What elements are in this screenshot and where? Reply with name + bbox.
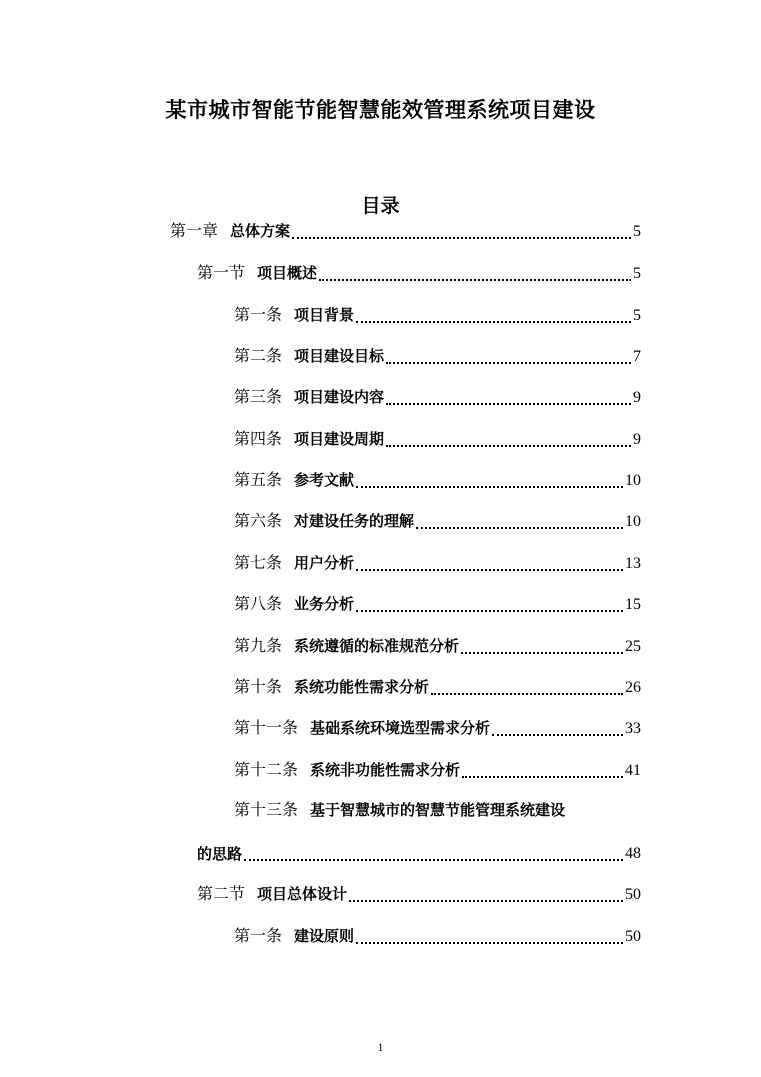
toc-dot-leader — [461, 651, 623, 654]
toc-entry-text: 业务分析 — [294, 595, 355, 613]
toc-dot-leader — [431, 692, 623, 695]
toc-entry-article-8[interactable] — [234, 593, 641, 615]
toc-entry-article-2[interactable] — [234, 345, 641, 367]
toc-entry-text: 项目建设内容 — [294, 388, 385, 406]
page-number: 1 — [377, 1040, 384, 1054]
toc-entry-number: 第十条 — [234, 679, 283, 696]
toc-entry-page: 50 — [625, 928, 641, 945]
toc-entry-number: 第二条 — [234, 348, 283, 365]
toc-entry-page: 48 — [625, 845, 641, 862]
toc-entry-article-9[interactable] — [234, 635, 641, 657]
toc-entry-chapter-1[interactable] — [170, 220, 641, 242]
toc-entry-page: 26 — [625, 679, 641, 696]
toc-entry-text: 用户分析 — [294, 554, 355, 572]
toc-dot-leader — [416, 526, 623, 529]
toc-dot-leader — [244, 858, 623, 861]
document-title: 某市城市智能节能智慧能效管理系统项目建设 — [165, 98, 596, 122]
toc-entry-number: 第四条 — [234, 431, 283, 448]
toc-entry-text: 参考文献 — [294, 471, 355, 489]
toc-entry-page: 5 — [633, 307, 641, 324]
toc-entry-article-12[interactable] — [234, 759, 641, 781]
toc-entry-number: 第七条 — [234, 555, 283, 572]
toc-dot-leader — [386, 444, 631, 447]
toc-dot-leader — [492, 733, 623, 736]
toc-entry-text: 总体方案 — [230, 222, 291, 240]
toc-heading: 目录 — [361, 195, 400, 217]
toc-entry-number: 第一节 — [197, 265, 246, 282]
toc-entry-number: 第十一条 — [234, 720, 299, 737]
toc-entry-page: 9 — [633, 431, 641, 448]
toc-entry-article-2-1[interactable] — [234, 925, 641, 947]
toc-entry-article-1[interactable] — [234, 304, 641, 326]
toc-entry-page: 15 — [625, 596, 641, 613]
toc-entry-text: 项目建设目标 — [294, 347, 385, 365]
toc-entry-article-3[interactable] — [234, 386, 641, 408]
toc-entry-article-4[interactable] — [234, 428, 641, 450]
toc-entry-number: 第九条 — [234, 638, 283, 655]
toc-entry-text: 项目建设周期 — [294, 430, 385, 448]
toc-entry-text-continued: 的思路 — [197, 845, 243, 863]
toc-entry-section-1[interactable] — [197, 262, 641, 284]
toc-entry-article-11[interactable] — [234, 717, 641, 739]
toc-entry-article-6[interactable] — [234, 510, 641, 532]
toc-dot-leader — [356, 941, 623, 944]
toc-entry-text: 对建设任务的理解 — [294, 512, 415, 530]
toc-entry-text: 系统遵循的标准规范分析 — [294, 637, 460, 655]
toc-entry-text: 建设原则 — [294, 927, 355, 945]
toc-entry-page: 33 — [625, 720, 641, 737]
toc-entry-page: 7 — [633, 348, 641, 365]
toc-entry-section-2[interactable] — [197, 883, 641, 905]
toc-entry-number: 第二节 — [197, 886, 246, 903]
toc-dot-leader — [356, 485, 623, 488]
toc-dot-leader — [292, 236, 631, 239]
toc-dot-leader — [386, 361, 631, 364]
toc-entry-text: 基础系统环境选型需求分析 — [310, 719, 491, 737]
toc-dot-leader — [349, 899, 623, 902]
toc-entry-text: 项目概述 — [257, 264, 318, 282]
toc-entry-article-10[interactable] — [234, 676, 641, 698]
toc-entry-page: 5 — [633, 223, 641, 240]
toc-dot-leader — [356, 320, 631, 323]
toc-entry-article-13-continued[interactable] — [197, 842, 641, 864]
toc-dot-leader — [462, 775, 623, 778]
toc-entry-number: 第十三条 — [234, 802, 299, 819]
toc-entry-article-5[interactable] — [234, 469, 641, 491]
toc-dot-leader — [386, 402, 631, 405]
toc-entry-page: 41 — [625, 762, 641, 779]
toc-entry-text: 系统功能性需求分析 — [294, 678, 430, 696]
toc-entry-text: 项目总体设计 — [257, 885, 348, 903]
toc-dot-leader — [356, 568, 623, 571]
toc-entry-number: 第一条 — [234, 928, 283, 945]
toc-entry-article-7[interactable] — [234, 552, 641, 574]
toc-entry-number: 第三条 — [234, 389, 283, 406]
toc-entry-page: 13 — [625, 555, 641, 572]
toc-entry-page: 50 — [625, 886, 641, 903]
toc-entry-number: 第一条 — [234, 307, 283, 324]
toc-entry-number: 第八条 — [234, 596, 283, 613]
toc-entry-text: 系统非功能性需求分析 — [310, 761, 461, 779]
toc-entry-number: 第五条 — [234, 472, 283, 489]
toc-entry-page: 25 — [625, 638, 641, 655]
toc-entry-page: 10 — [625, 472, 641, 489]
toc-entry-page: 5 — [633, 265, 641, 282]
toc-entry-article-13[interactable] — [234, 800, 565, 821]
toc-entry-page: 10 — [625, 513, 641, 530]
toc-entry-number: 第一章 — [170, 223, 219, 240]
toc-dot-leader — [319, 278, 631, 281]
toc-entry-text: 项目背景 — [294, 306, 355, 324]
toc-dot-leader — [356, 609, 623, 612]
toc-entry-number: 第十二条 — [234, 762, 299, 779]
toc-entry-text: 基于智慧城市的智慧节能管理系统建设 — [310, 801, 566, 819]
toc-entry-number: 第六条 — [234, 513, 283, 530]
toc-entry-page: 9 — [633, 389, 641, 406]
